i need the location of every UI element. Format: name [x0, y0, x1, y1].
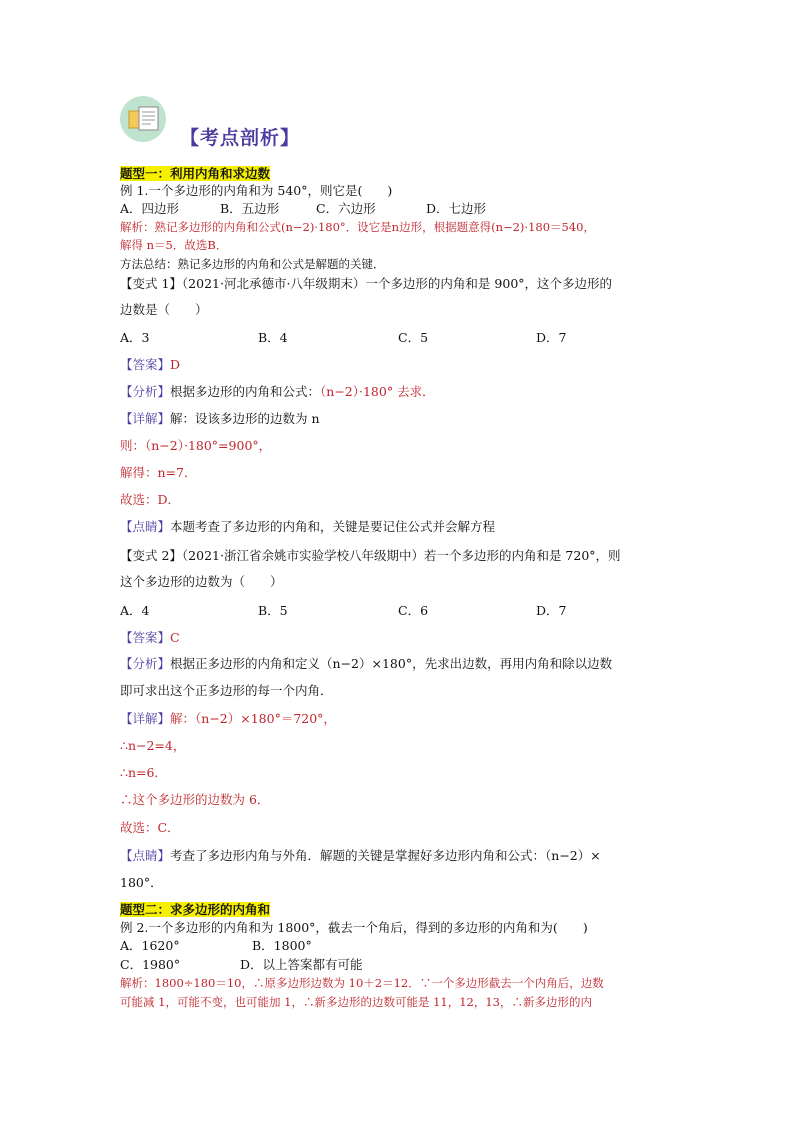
var1-step-2: 解得：n=7． — [120, 465, 197, 480]
var1-question-1: 【变式 1】（2021·河北承德市·八年级期末）一个多边形的内角和是 900°，这个多边形的 — [120, 276, 613, 291]
var1-comment: 本题考查了多边形的内角和，关键是要记住公式并会解方程 — [170, 519, 496, 534]
ex1-question: 例 1.一个多边形的内角和为 540°，则它是( ) — [120, 183, 393, 198]
var1-analysis-tag: 【分析】 — [120, 384, 171, 399]
var2-option-a: A．4 — [120, 603, 150, 618]
var2-step-1: ∴n−2=4， — [120, 738, 186, 753]
var2-detail: 解：（n−2）×180°＝720°， — [170, 711, 336, 726]
var2-answer-tag: 【答案】 — [120, 630, 171, 645]
var1-option-c: C．5 — [398, 330, 429, 345]
var2-comment-1: 考查了多边形内角与外角．解题的关键是掌握好多边形内角和公式：（n−2）× — [170, 848, 601, 863]
type1-label: 题型一：利用内角和求边数 — [120, 166, 271, 181]
var1-detail: 解：设该多边形的边数为 n — [170, 411, 320, 426]
var1-comment-tag: 【点睛】 — [120, 519, 171, 534]
var2-options — [120, 603, 566, 619]
var1-answer-line — [120, 357, 180, 373]
var1-option-b: B．4 — [258, 330, 288, 345]
ex1-method-summary: 方法总结：熟记多边形的内角和公式是解题的关键． — [120, 257, 385, 271]
ex2-solution-2: 可能减 1，可能不变，也可能加 1，∴新多边形的边数可能是 11，12，13，∴新多边形的内 — [120, 995, 592, 1009]
ex2-option-b: B．1800° — [252, 938, 312, 953]
var1-detail-tag: 【详解】 — [120, 411, 171, 426]
var1-options — [120, 330, 566, 346]
type2-label: 题型二：求多边形的内角和 — [120, 902, 271, 917]
ex2-question: 例 2.一个多边形的内角和为 1800°，截去一个角后，得到的多边形的内角和为( ) — [120, 920, 588, 935]
section-title: 【考点剖析】 — [180, 127, 301, 149]
ex2-options-row-1 — [120, 938, 312, 954]
var2-detail-tag: 【详解】 — [120, 711, 171, 726]
var2-analysis-2: 即可求出这个正多边形的每一个内角． — [120, 683, 333, 698]
var1-comment-line — [120, 519, 495, 535]
var2-option-d: D．7 — [536, 603, 567, 618]
ex2-options-row-2 — [120, 957, 363, 973]
ex1-option-b: B．五边形 — [220, 201, 280, 216]
var1-answer-tag: 【答案】 — [120, 357, 171, 372]
var1-step-1: 则：（n−2）·180°=900°， — [120, 438, 272, 453]
ex1-solution-2: 解得 n＝5．故选B． — [120, 238, 228, 252]
var1-analysis-b: （n−2）·180° 去求． — [320, 384, 435, 399]
var2-choose: 故选：C． — [120, 820, 180, 835]
var1-option-a: A．3 — [120, 330, 150, 345]
ex1-option-d: D．七边形 — [426, 201, 487, 216]
var2-answer: C — [170, 630, 180, 645]
type1-label-line — [120, 166, 270, 182]
var1-analysis-a: 根据多边形的内角和公式： — [170, 384, 321, 399]
ex2-solution-1: 解析：1800÷180＝10，∴原多边形边数为 10＋2＝12．∵一个多边形截去一个内角后，边数 — [120, 976, 604, 990]
var2-step-3: ∴这个多边形的边数为 6． — [120, 792, 270, 807]
var1-option-d: D．7 — [536, 330, 567, 345]
var2-comment-2: 180°． — [120, 875, 163, 890]
var2-comment-line-1 — [120, 848, 601, 864]
var2-analysis-1: 根据正多边形的内角和定义（n−2）×180°，先求出边数，再用内角和除以边数 — [170, 656, 613, 671]
var2-option-c: C．6 — [398, 603, 429, 618]
var2-question-2: 这个多边形的边数为（ ） — [120, 574, 283, 589]
var2-analysis-line-1 — [120, 656, 612, 672]
var2-detail-line — [120, 711, 336, 727]
notebook-icon — [120, 96, 166, 142]
ex2-option-c: C．1980° — [120, 957, 181, 972]
ex1-option-c: C．六边形 — [316, 201, 376, 216]
ex2-option-d: D．以上答案都有可能 — [240, 957, 363, 972]
var1-detail-line — [120, 411, 320, 427]
ex1-options — [120, 201, 486, 217]
var1-analysis-line — [120, 384, 435, 400]
var2-answer-line — [120, 630, 180, 646]
ex1-solution-1: 解析：熟记多边形的内角和公式(n−2)·180°．设它是n边形，根据题意得(n−2)·180＝540， — [120, 220, 595, 234]
var2-analysis-tag: 【分析】 — [120, 656, 171, 671]
var2-option-b: B．5 — [258, 603, 288, 618]
type2-label-line — [120, 902, 270, 918]
var1-answer: D — [170, 357, 181, 372]
ex1-option-a: A．四边形 — [120, 201, 180, 216]
var2-step-2: ∴n=6． — [120, 765, 167, 780]
var1-choose: 故选：D． — [120, 492, 181, 507]
var2-comment-tag: 【点睛】 — [120, 848, 171, 863]
var2-question-1: 【变式 2】（2021·浙江省余姚市实验学校八年级期中）若一个多边形的内角和是 720°，则 — [120, 548, 621, 563]
var1-question-2: 边数是（ ） — [120, 302, 208, 317]
ex2-option-a: A．1620° — [120, 938, 180, 953]
